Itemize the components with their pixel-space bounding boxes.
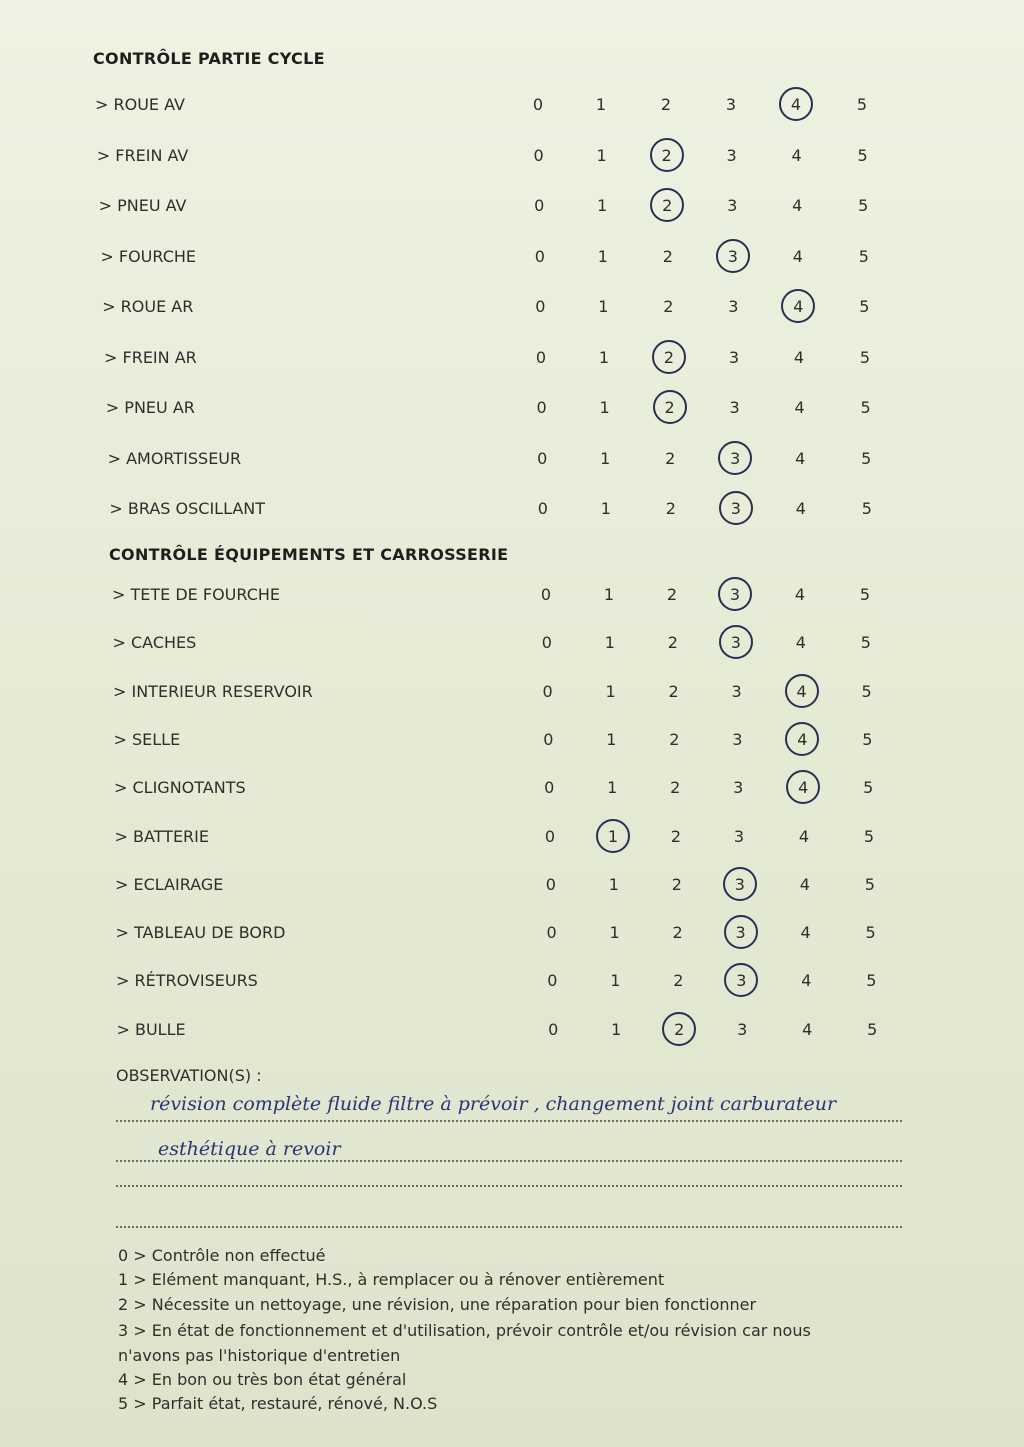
row-label: > BRAS OSCILLANT	[109, 499, 266, 518]
score-selected-circle[interactable]: 3	[720, 869, 760, 901]
score-selected-circle[interactable]: 3	[716, 493, 756, 525]
inspection-row	[0, 297, 1024, 327]
score-option[interactable]: 5	[857, 145, 868, 165]
score-option[interactable]: 1	[605, 681, 616, 701]
score-selected-circle[interactable]: 4	[783, 772, 823, 804]
row-label: > INTERIEUR RESERVOIR	[113, 681, 313, 701]
score-option[interactable]: 4	[795, 448, 806, 468]
score-option[interactable]: 5	[856, 95, 868, 114]
score-option[interactable]: 1	[603, 585, 615, 604]
score-selected-circle[interactable]: 3	[713, 241, 753, 273]
score-option[interactable]: 4	[795, 633, 806, 653]
score-option[interactable]: 1	[609, 923, 620, 943]
score-option[interactable]: 0	[535, 297, 546, 316]
score-selected-circle[interactable]: 2	[647, 190, 687, 222]
score-option[interactable]: 2	[665, 499, 676, 518]
score-option[interactable]: 0	[544, 778, 555, 798]
row-label: > TABLEAU DE BORD	[115, 923, 286, 943]
score-option[interactable]: 0	[533, 145, 544, 165]
score-selected-circle[interactable]: 2	[649, 342, 689, 374]
score-option[interactable]: 0	[532, 95, 544, 114]
observation-line	[116, 1226, 902, 1228]
score-option[interactable]: 3	[731, 681, 742, 701]
score-option[interactable]: 0	[548, 1019, 559, 1039]
row-label: > FREIN AV	[96, 145, 189, 165]
score-option[interactable]: 1	[608, 874, 619, 894]
row-label: > ROUE AR	[102, 297, 194, 316]
inspection-row	[0, 682, 1024, 712]
section-title-cycle: CONTRÔLE PARTIE CYCLE	[93, 49, 325, 68]
row-label: > CLIGNOTANTS	[114, 778, 246, 798]
score-selected-circle[interactable]: 2	[659, 1014, 699, 1046]
row-label: > AMORTISSEUR	[107, 448, 242, 468]
score-option[interactable]: 5	[861, 681, 872, 701]
score-option[interactable]: 2	[672, 923, 683, 943]
score-option[interactable]: 3	[728, 297, 739, 316]
observation-line	[116, 1160, 902, 1162]
score-option[interactable]: 4	[793, 347, 805, 367]
row-label: > BULLE	[116, 1019, 186, 1039]
score-option[interactable]: 1	[597, 246, 608, 266]
score-option[interactable]: 5	[859, 297, 870, 316]
score-option[interactable]: 3	[737, 1019, 748, 1039]
score-selected-circle[interactable]: 2	[650, 392, 690, 424]
observation-line	[116, 1185, 902, 1187]
score-option[interactable]: 3	[728, 347, 740, 367]
score-option[interactable]: 1	[611, 1019, 622, 1039]
score-option[interactable]: 0	[541, 633, 552, 653]
score-option[interactable]: 4	[799, 874, 810, 894]
inspection-row	[0, 730, 1024, 760]
inspection-row	[0, 146, 1024, 176]
score-option[interactable]: 1	[597, 196, 608, 215]
observation-handwritten-line-2: esthétique à revoir	[158, 1138, 341, 1160]
score-option[interactable]: 5	[867, 1019, 878, 1039]
score-option[interactable]: 0	[544, 826, 556, 846]
score-option[interactable]: 5	[865, 923, 876, 943]
inspection-row	[0, 827, 1024, 857]
row-label: > BATTERIE	[114, 826, 209, 846]
score-option[interactable]: 5	[860, 398, 871, 417]
score-option[interactable]: 0	[534, 246, 545, 266]
score-option[interactable]: 1	[595, 95, 607, 114]
score-option[interactable]: 1	[610, 971, 621, 991]
score-option[interactable]: 5	[861, 448, 872, 468]
score-selected-circle[interactable]: 4	[782, 676, 822, 708]
row-label: > RÉTROVISEURS	[116, 971, 258, 991]
legend-item: 0 > Contrôle non effectué	[118, 1246, 326, 1265]
score-option[interactable]: 3	[726, 145, 737, 165]
inspection-row	[0, 633, 1024, 663]
score-option[interactable]: 3	[729, 398, 740, 417]
score-selected-circle[interactable]: 4	[782, 724, 822, 756]
score-option[interactable]: 4	[792, 196, 803, 215]
score-option[interactable]: 5	[866, 971, 877, 991]
score-option[interactable]: 4	[791, 145, 802, 165]
score-option[interactable]: 0	[546, 923, 557, 943]
section-title-equipment: CONTRÔLE ÉQUIPEMENTS ET CARROSSERIE	[109, 545, 509, 564]
score-option[interactable]: 5	[858, 196, 869, 215]
score-option[interactable]: 0	[542, 681, 553, 701]
score-option[interactable]: 4	[795, 499, 806, 518]
score-option[interactable]: 0	[534, 196, 545, 215]
inspection-row	[0, 778, 1024, 808]
score-option[interactable]: 3	[733, 826, 745, 846]
score-option[interactable]: 0	[536, 398, 547, 417]
row-label: > ECLAIRAGE	[115, 874, 224, 894]
score-option[interactable]: 0	[543, 729, 554, 749]
inspection-row	[0, 247, 1024, 277]
score-option[interactable]: 1	[598, 297, 609, 316]
legend-item: n'avons pas l'historique d'entretien	[118, 1346, 401, 1365]
inspection-row	[0, 449, 1024, 479]
row-label: > PNEU AR	[105, 398, 195, 417]
score-option[interactable]: 2	[666, 585, 678, 604]
score-option[interactable]: 0	[537, 499, 548, 518]
row-label: > ROUE AV	[95, 95, 185, 114]
score-option[interactable]: 4	[794, 585, 806, 604]
inspection-row	[0, 398, 1024, 428]
score-option[interactable]: 2	[668, 681, 679, 701]
score-option[interactable]: 5	[863, 826, 875, 846]
score-option[interactable]: 0	[540, 585, 552, 604]
score-option[interactable]: 2	[670, 826, 682, 846]
legend-item: 2 > Nécessite un nettoyage, une révision, une réparation pour bien fonctionner	[118, 1295, 757, 1314]
score-option[interactable]: 5	[864, 874, 875, 894]
inspection-row	[0, 499, 1024, 529]
score-option[interactable]: 5	[859, 585, 871, 604]
score-option[interactable]: 4	[794, 398, 805, 417]
row-label: > CACHES	[112, 633, 197, 653]
score-selected-circle[interactable]: 1	[593, 821, 633, 853]
score-option[interactable]: 5	[858, 246, 869, 266]
row-label: > TETE DE FOURCHE	[112, 585, 280, 604]
score-option[interactable]: 3	[732, 729, 743, 749]
score-option[interactable]: 2	[662, 246, 673, 266]
score-option[interactable]: 0	[535, 347, 547, 367]
score-option[interactable]: 5	[861, 499, 872, 518]
inspection-row	[0, 348, 1024, 378]
score-option[interactable]: 5	[859, 347, 871, 367]
score-option[interactable]: 1	[604, 633, 615, 653]
score-option[interactable]: 2	[671, 874, 682, 894]
observations-label: OBSERVATION(S) :	[116, 1066, 262, 1085]
score-option[interactable]: 4	[798, 826, 810, 846]
score-option[interactable]: 3	[733, 778, 744, 798]
score-option[interactable]: 5	[863, 778, 874, 798]
observation-handwritten-line-1: révision complète fluide filtre à prévoir , changement joint carburateur	[150, 1093, 837, 1115]
inspection-row	[0, 1020, 1024, 1050]
score-option[interactable]: 1	[600, 448, 611, 468]
score-option[interactable]: 1	[600, 499, 611, 518]
score-selected-circle[interactable]: 2	[647, 140, 687, 172]
score-option[interactable]: 1	[606, 729, 617, 749]
score-option[interactable]: 0	[545, 874, 556, 894]
score-option[interactable]: 3	[727, 196, 738, 215]
score-option[interactable]: 2	[673, 971, 684, 991]
legend-item: 3 > En état de fonctionnement et d'utilisation, prévoir contrôle et/ou révision car nous	[118, 1321, 811, 1340]
score-option[interactable]: 2	[663, 297, 674, 316]
score-selected-circle[interactable]: 3	[721, 917, 761, 949]
score-option[interactable]: 5	[862, 729, 873, 749]
score-selected-circle[interactable]: 4	[778, 291, 818, 323]
score-option[interactable]: 5	[860, 633, 871, 653]
inspection-row	[0, 196, 1024, 226]
score-option[interactable]: 0	[547, 971, 558, 991]
legend-item: 4 > En bon ou très bon état général	[118, 1370, 407, 1389]
score-option[interactable]: 2	[667, 633, 678, 653]
score-option[interactable]: 4	[800, 923, 811, 943]
score-selected-circle[interactable]: 3	[715, 579, 755, 611]
row-label: > FOURCHE	[100, 246, 197, 266]
row-label: > FREIN AR	[104, 347, 197, 367]
score-option[interactable]: 3	[725, 95, 737, 114]
score-selected-circle[interactable]: 3	[715, 443, 755, 475]
inspection-row	[0, 971, 1024, 1001]
score-option[interactable]: 1	[596, 145, 607, 165]
score-selected-circle[interactable]: 3	[721, 965, 761, 997]
row-label: > PNEU AV	[98, 196, 187, 215]
row-label: > SELLE	[113, 729, 181, 749]
score-option[interactable]: 2	[670, 778, 681, 798]
legend-item: 5 > Parfait état, restauré, rénové, N.O.S	[118, 1394, 438, 1413]
score-selected-circle[interactable]: 4	[776, 89, 816, 121]
score-option[interactable]: 2	[669, 729, 680, 749]
score-option[interactable]: 2	[665, 448, 676, 468]
legend-item: 1 > Elément manquant, H.S., à remplacer ou à rénover entièrement	[118, 1270, 665, 1289]
score-option[interactable]: 4	[801, 971, 812, 991]
score-option[interactable]: 2	[660, 95, 672, 114]
score-option[interactable]: 4	[802, 1019, 813, 1039]
inspection-row	[0, 923, 1024, 953]
inspection-row	[0, 95, 1024, 125]
observation-line	[116, 1120, 902, 1122]
score-option[interactable]: 1	[599, 398, 610, 417]
inspection-row	[0, 585, 1024, 615]
score-option[interactable]: 4	[792, 246, 803, 266]
score-option[interactable]: 0	[537, 448, 548, 468]
score-option[interactable]: 1	[607, 778, 618, 798]
inspection-row	[0, 875, 1024, 905]
score-option[interactable]: 1	[598, 347, 610, 367]
score-selected-circle[interactable]: 3	[716, 627, 756, 659]
